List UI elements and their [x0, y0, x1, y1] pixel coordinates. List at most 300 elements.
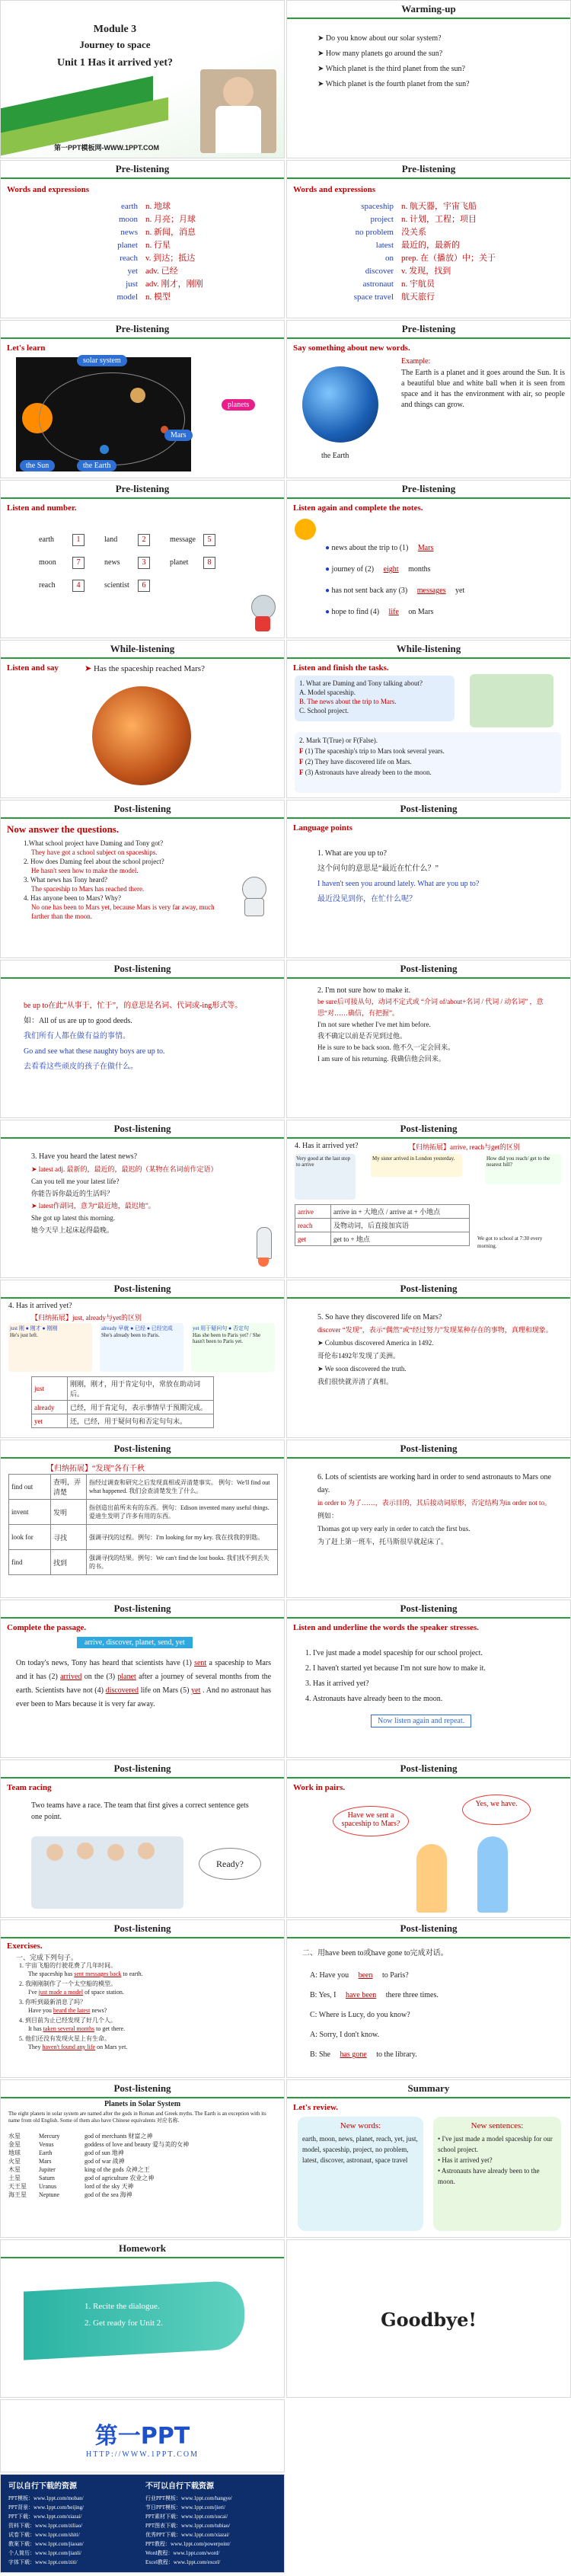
question: 4. Has anyone been to Mars? Why? [24, 894, 122, 902]
word-zh: v. 发现，找到 [401, 267, 451, 276]
slide-title: Post-listening [400, 1603, 458, 1614]
section-heading: Words and expressions [293, 185, 375, 194]
footer-link[interactable]: Excel教程：www.1ppt.com/excel/ [145, 2559, 221, 2565]
example-note: We got to school at 7:30 every morning. [477, 1235, 543, 1249]
word-zh: n. 新闻，消息 [145, 228, 196, 237]
cover-photo-shirt [215, 106, 261, 153]
title-underline [287, 1617, 570, 1619]
title-underline [1, 1297, 284, 1299]
number-item [39, 557, 104, 580]
new-sentences-card: New sentences: • I've just made a model spaceship for our school project. • Has it arrived yet? • Astronauts have already been to the moon. [433, 2117, 561, 2231]
answer: He hasn't seen how to make the model. [31, 867, 139, 874]
slide-summary [286, 2079, 571, 2238]
dialogue-line: B: Yes, I have been there three times. [310, 1991, 439, 1999]
number-box: 7 [72, 557, 85, 569]
table-row [9, 1475, 278, 1500]
title-underline [287, 1937, 570, 1938]
homework-items: 1. Recite the dialogue. 2. Get ready for Unit 2. [85, 2302, 163, 2328]
number-item [170, 534, 235, 557]
answer: The spaceship to Mars has reached there. [31, 885, 145, 893]
number-box: 3 [138, 557, 150, 569]
section-heading: Listen and number. [7, 503, 77, 513]
passage-text: On today's news, Tony has heard that scientists have (1) sent a spaceship to Mars and it has (2) arrived on the (3) planet after a journey of several months from the earth. Scientists have not (4) discovered life on Mars (5) yet . And no astronaut has ever been to Mars because it is very far away. [16, 1659, 272, 1708]
point-content: 3. Have you heard the latest news? ➤ latest adj. 最新的，最近的，最迟的（某物在名词前作定语） Can you tell me your latest life? 你能告诉你最近的生活吗？ ➤ latest作副词，意为“最近地，最迟地”。 She got up latest this morning. 她今天早上起床起得最晚。 [31, 1152, 218, 1234]
table-cell: look for [9, 1525, 51, 1550]
repeat-note: Now listen again and repeat. [371, 1715, 471, 1727]
slide-listen-complete [286, 480, 571, 638]
list-item: ➤ Do you know about our solar system? [317, 34, 442, 43]
title-underline [1, 2257, 284, 2258]
exercise-zh: 3. 你听到最新消息了吗？ [19, 1999, 86, 2006]
answer-blank: taken several months [43, 2025, 95, 2032]
footer-link[interactable]: 教案下载：www.1ppt.com/jiaoan/ [8, 2541, 84, 2547]
word-zh: v. 到达；抵达 [145, 254, 196, 263]
word-row [77, 252, 203, 265]
slide-solar [0, 2079, 285, 2238]
planet-row: 天王星 Uranus lord of the sky 天神 [8, 2183, 134, 2190]
number-grid [39, 534, 237, 602]
number-box: 5 [203, 534, 215, 546]
slide-listen-number [0, 480, 285, 638]
word-en: astronaut [362, 280, 394, 289]
slide-title: Post-listening [113, 1283, 171, 1294]
slide-title: Pre-listening [401, 483, 456, 494]
section-heading: Team racing [7, 1783, 52, 1792]
label-planets: planets [222, 397, 255, 411]
number-word: earth [39, 535, 54, 544]
slide-cover [0, 0, 285, 158]
point-content: 5. So have they discovered life on Mars? discover “发现”，表示“偶然”或“经过努力”发现某种存在的事物，真理和现象。 ➤ Columbus discovered America in 1492. 哥伦布1492年发现了美洲。 ➤ We soon discovered the truth. 我们很快就弄清了真相。 [317, 1313, 553, 1385]
word-zh: prep. 在（播放）中；关于 [401, 254, 496, 263]
exercise-en: It has taken several months to get there. [28, 2025, 126, 2032]
word-en: just [126, 280, 138, 289]
table-row [295, 1205, 470, 1219]
footer-link[interactable]: PPT下载：www.1ppt.com/xiazai/ [8, 2514, 82, 2520]
boys-illustration [470, 674, 553, 727]
word-zh: n. 模型 [145, 292, 171, 302]
note-item: ● news about the trip to (1) Mars [325, 538, 464, 559]
table-row [295, 1232, 470, 1246]
table-cell: already [32, 1401, 68, 1414]
planet-list [8, 2132, 279, 2199]
slide-title: Post-listening [400, 1123, 458, 1134]
word-row [77, 226, 203, 239]
question: ➤ Has the spaceship reached Mars? [85, 664, 205, 673]
word-row [77, 213, 203, 226]
word-zh: n. 月亮；月球 [145, 215, 196, 224]
answer-blank: haven't found any life [42, 2044, 96, 2050]
title-underline [1, 177, 284, 179]
number-item [104, 580, 170, 602]
table-cell: find [9, 1550, 51, 1575]
title-underline [1, 1937, 284, 1938]
table-cell: find out [9, 1475, 51, 1500]
title-underline [287, 1297, 570, 1299]
word-row [333, 200, 496, 213]
find-table [8, 1474, 278, 1575]
exercise-zh: 4. 到目前为止已经发现了好几个人。 [19, 2017, 116, 2024]
slide-title: Post-listening [400, 1443, 458, 1454]
comparison-table [31, 1376, 214, 1428]
number-word: message [170, 535, 196, 544]
label-solar-system: solar system [77, 353, 127, 366]
point-content: 1. What are you up to? 这个问句的意思是“最近在忙什么？” I haven't seen you around lately. What are you up to? 最近没见到你，在忙什么呢？ [317, 849, 480, 903]
slide-language-4 [0, 1120, 285, 1278]
word-en: news [120, 228, 138, 237]
cover-subtitle: Journey to space [79, 39, 151, 50]
slide-language-3 [286, 960, 571, 1118]
number-word: land [104, 535, 118, 544]
word-row [77, 265, 203, 278]
earth-icon [100, 445, 109, 454]
summary-label: 【归纳拓展】just, already与yet的区别 [31, 1314, 142, 1322]
cover-module: Module 3 [93, 24, 137, 35]
footer-link[interactable]: PPT教程：www.1ppt.com/powerpoint/ [145, 2541, 231, 2547]
word-row [333, 226, 496, 239]
slide-title: Post-listening [113, 1443, 171, 1454]
illustrations-row [8, 1323, 275, 1372]
section-heading: Let's review. [293, 2103, 339, 2112]
answer: No one has been to Mars yet, because Mars is very far away, much farther than the moon. [31, 903, 215, 920]
title-underline [287, 817, 570, 819]
solar-intro: The eight planets in solar system are named after the gods in Roman and Greek myths. The Earth is an exception with its name from old English. Some of them also have Chinese equivalents 对应名称. [8, 2111, 266, 2124]
slide-warmup [286, 0, 571, 158]
title-underline [1, 817, 284, 819]
title-underline [287, 497, 570, 499]
footer-link[interactable]: 资料下载：www.1ppt.com/ziliao/ [8, 2523, 83, 2529]
slide-footer-logo [0, 2399, 285, 2472]
number-box: 8 [203, 557, 215, 569]
notes-list [325, 538, 464, 623]
planet-row: 土星 Saturn god of agriculture 农业之神 [8, 2175, 155, 2181]
slide-title: Post-listening [400, 1763, 458, 1774]
number-word: reach [39, 581, 56, 590]
title-underline [287, 1137, 570, 1139]
solar-heading: Planets in Solar System [104, 2100, 181, 2108]
table-cell: 找到 [51, 1550, 87, 1575]
footer-link[interactable]: 个人简历：www.1ppt.com/jianli/ [8, 2550, 81, 2556]
number-word: planet [170, 558, 189, 567]
footer-link[interactable]: 行业PPT模板：www.1ppt.com/hangye/ [145, 2495, 232, 2501]
section-heading: Listen and finish the tasks. [293, 663, 389, 673]
table-cell: 强调寻找的过程。例句：I'm looking for my key. 我在找我的钥匙。 [87, 1525, 278, 1550]
footer-link[interactable]: PPT背景：www.1ppt.com/beijing/ [8, 2504, 85, 2510]
table-row [32, 1377, 214, 1401]
answer-blank: life [388, 608, 399, 616]
exercise-en: The spaceship has sent messages back to earth. [28, 1970, 143, 1977]
list-item: ➤ Which planet is the fourth planet from the sun? [317, 80, 470, 88]
section-heading: Say something about new words. [293, 344, 410, 353]
exercise-zh: 5. 他们还没有发现火星上有生命。 [19, 2035, 110, 2042]
number-box: 6 [138, 580, 150, 592]
table-cell: arrive [295, 1205, 331, 1219]
answer-blank: Mars [417, 544, 434, 552]
answer-blank: discovered [105, 1686, 139, 1695]
dialogue-list [310, 1966, 561, 2065]
footer-link[interactable]: PPT素材下载：www.1ppt.com/sucai/ [145, 2514, 228, 2520]
slide-title: While-listening [110, 643, 175, 654]
number-item [39, 534, 104, 557]
word-row [333, 291, 496, 304]
slide-title: Pre-listening [115, 483, 170, 494]
number-item [39, 580, 104, 602]
footer-logo[interactable]: 第一PPT [94, 2423, 190, 2450]
answer-blank: eight [383, 565, 399, 574]
table-cell: 刚刚，刚才，用于肯定句中，常放在助动词后。 [68, 1377, 214, 1401]
title-underline [1, 497, 284, 499]
number-word: scientist [104, 581, 129, 590]
cover-photo [200, 69, 276, 153]
slide-listen-finish [286, 640, 571, 798]
word-zh: adv. 已经 [145, 267, 178, 276]
orbit-icon [39, 372, 185, 465]
number-item [104, 534, 170, 557]
word-zh: n. 航天器，宇宙飞船 [401, 202, 477, 211]
section-heading: Exercises. [7, 1942, 43, 1951]
question: 3. What news has Tony heard? [24, 876, 108, 884]
illustration-already: already 早就 ● 已经 ● 已经完成 She's already been to Paris. [100, 1323, 183, 1372]
word-list [77, 200, 203, 304]
planet-row: 海王星 Neptune god of the sea 海神 [8, 2191, 132, 2198]
answer-blank: have been [345, 1991, 377, 1999]
table-cell: 发明 [51, 1500, 87, 1525]
slide-exercises [0, 1919, 285, 2078]
dialogue-line: A: Have you been to Paris? [310, 1971, 409, 1980]
word-box: arrive, discover, planet, send, yet [77, 1637, 193, 1648]
table-row [32, 1414, 214, 1428]
slide-language-1 [286, 800, 571, 958]
slide-homework [0, 2239, 285, 2398]
section-heading: Complete the passage. [7, 1623, 87, 1632]
title-underline [287, 977, 570, 979]
slide-title: Post-listening [113, 1763, 171, 1774]
word-zh: n. 计划，工程；项目 [401, 215, 477, 224]
number-box: 2 [138, 534, 150, 546]
speech-bubble-1: Have we sent a spaceship to Mars? [333, 1806, 409, 1836]
comparison-table [295, 1204, 470, 1246]
word-row [77, 239, 203, 252]
title-underline [287, 1777, 570, 1779]
slide-language-8 [286, 1440, 571, 1598]
ready-bubble: Ready? [199, 1848, 261, 1880]
table-cell: get to + 地点 [331, 1232, 470, 1246]
note-item: ● hope to find (4) life on Mars [325, 608, 434, 616]
table-row [295, 1219, 470, 1232]
slide-answer-questions [0, 800, 285, 958]
table-row [32, 1401, 214, 1414]
illustration-just: just 刚 ● 刚才 ● 刚刚 He's just left. [8, 1323, 92, 1372]
planet-icon [130, 388, 145, 403]
word-row [77, 278, 203, 291]
earth-caption: the Earth [321, 452, 349, 460]
planet-row: 火星 Mars god of war 战神 [8, 2158, 125, 2165]
word-row [77, 200, 203, 213]
section-heading: Now answer the questions. [7, 823, 120, 835]
answer-blank: heard the latest [53, 2007, 91, 2014]
slide-language-6 [0, 1280, 285, 1438]
point-heading: 4. Has it arrived yet? [295, 1142, 359, 1150]
word-en: discover [365, 267, 394, 276]
word-row [333, 252, 496, 265]
word-en: moon [118, 215, 138, 224]
planet-row: 木星 Jupiter king of the gods 众神之王 [8, 2166, 150, 2173]
slide-team-racing [0, 1759, 285, 1918]
number-item [170, 557, 235, 580]
slide-language-5 [286, 1120, 571, 1278]
section-heading: Let's learn [7, 344, 46, 353]
solar-system-image [16, 357, 191, 471]
answer-blank: yet [191, 1686, 201, 1695]
word-zh: n. 行星 [145, 241, 171, 250]
word-zh: adv. 刚才，刚刚 [145, 280, 203, 289]
footer-link[interactable]: Word教程：www.1ppt.com/word/ [145, 2550, 220, 2556]
table-cell: 指经过调查和研究之后发现真相或弄清楚事实。 例句：We'll find out what happened. 我们会查清楚发生了什么。 [87, 1475, 278, 1500]
question: 1.What school project have Daming and Tony got? [24, 839, 164, 847]
answer-blank: arrived [60, 1673, 82, 1681]
word-en: project [370, 215, 394, 224]
answer-blank: has gone [340, 2050, 367, 2059]
table-cell: yet [32, 1414, 68, 1428]
section-heading: Listen and say [7, 663, 59, 673]
stress-lines: 1. I've just made a model spaceship for our school project. 2. I haven't started yet because I'm not sure how to make it. 3. Has it arrived yet? 4. Astronauts have already been to the moon. [305, 1649, 486, 1703]
boy-illustration [477, 1836, 508, 1913]
cover-unit: Unit 1 Has it arrived yet? [56, 57, 174, 69]
word-list [333, 200, 496, 304]
slide-title: While-listening [396, 643, 461, 654]
title-underline [1, 1777, 284, 1779]
table-cell: 已经，用于肯定句，表示事情早于预期完成。 [68, 1401, 214, 1414]
table-row [9, 1500, 278, 1525]
answer-blank: just made a model [38, 1989, 84, 1996]
table-cell: 查明，弄清楚 [51, 1475, 87, 1500]
title-underline [1, 1137, 284, 1139]
exercise-en: I've just made a model of space station. [28, 1989, 124, 1996]
table-cell: 指创造出前所未有的东西。例句：Edison invented many useful things. 爱迪生发明了许多有用的东西。 [87, 1500, 278, 1525]
word-row [77, 291, 203, 304]
table-row [9, 1525, 278, 1550]
word-row [333, 265, 496, 278]
table-cell: 还，已经，用于疑问句和否定句句末。 [68, 1414, 214, 1428]
note-item: ● has not sent back any (3) messages yet [325, 586, 465, 595]
title-underline [287, 18, 570, 19]
slide-title: Post-listening [400, 1283, 458, 1294]
slide-title: Warming-up [401, 3, 456, 14]
instructions: Two teams have a race. The team that first gives a correct sentence gets one point. [31, 1801, 249, 1821]
title-underline [287, 337, 570, 339]
slide-stress [286, 1600, 571, 1758]
slide-exercises-2 [286, 1919, 571, 2078]
slide-title: Post-listening [113, 2082, 171, 2094]
table-cell: get [295, 1232, 331, 1246]
table-cell: just [32, 1377, 68, 1401]
title-underline [1, 1457, 284, 1459]
slide-goodbye [286, 2239, 571, 2398]
word-zh: 最近的，最新的 [401, 241, 460, 250]
table-cell: arrive in + 大地点 / arrive at + 小地点 [331, 1205, 470, 1219]
illustration-center: My sister arrived in London yesterday. [371, 1154, 462, 1177]
slide-language-2 [0, 960, 285, 1118]
title-underline [1, 657, 284, 659]
footer-link[interactable]: 优秀PPT下载：www.1ppt.com/xiazai/ [145, 2532, 230, 2538]
exercise-list [19, 1961, 278, 2053]
task-2-box: 2. Mark T(True) or F(False). F (1) The spaceship's trip to Mars took several years. F (2) They have discovered life on Mars. F (3) Astronauts have already been to the moon. [295, 732, 561, 793]
section-heading: Language points [293, 823, 352, 833]
girl-illustration [416, 1844, 447, 1913]
slide-title: Pre-listening [115, 163, 170, 174]
footer-link[interactable]: PPT图表下载：www.1ppt.com/tubiao/ [145, 2523, 231, 2529]
table-cell: 寻找 [51, 1525, 87, 1550]
slide-title: Post-listening [400, 963, 458, 974]
speech-bubble-2: Yes, we have. [462, 1795, 531, 1825]
dialogue-line: B: She has gone to the library. [310, 2050, 417, 2059]
cover-text [56, 24, 174, 69]
footer-url[interactable]: HTTP://WWW.1PPT.COM [85, 2450, 199, 2459]
number-box: 1 [72, 534, 85, 546]
goodbye-text: Goodbye! [381, 2309, 477, 2331]
title-underline [287, 177, 570, 179]
qa-list [24, 839, 229, 921]
section-heading: Listen again and complete the notes. [293, 503, 423, 513]
answer: They have got a school subject on spaceships. [31, 849, 158, 856]
kids-photo [31, 1836, 183, 1909]
task-1-box: 1. What are Daming and Tony talking about? A. Model spaceship. B. The news about the trip to Mars. C. School project. [295, 676, 455, 721]
table-cell: 及物动词，后直接加宾语 [331, 1219, 470, 1232]
word-en: on [385, 254, 394, 263]
word-row [333, 278, 496, 291]
label-mars: Mars [164, 427, 193, 441]
title-underline [287, 1457, 570, 1459]
summary-label: 【归纳拓展】arrive, reach与get的区别 [409, 1143, 520, 1151]
word-en: spaceship [361, 202, 394, 211]
point-content: be up to在此“从事于，忙于”，的意思是名词、代词或-ing形式等。 如：All of us are up to good deeds. 我们所有人都在做有益的事情。 Go and see what these naughty boys are up to. 去看看这些顽皮的孩子在做什么。 [24, 1002, 243, 1071]
note-item: ● journey of (2) eight months [325, 565, 431, 574]
slide-title: Summary [407, 2082, 450, 2094]
slide-title: Post-listening [113, 1603, 171, 1614]
label-sun: the Sun [20, 458, 55, 471]
point-content: 6. Lots of scientists are working hard in order to send astronauts to Mars one day. in order to 为了……，表示目的，其后接动词原形，否定结构为in order not to。 例如： Thomas got up very early in order to catch the first bus. 为了赶上第一班车，托马斯很早就起床了。 [317, 1473, 551, 1545]
title-underline [1, 337, 284, 339]
slide-title: Pre-listening [401, 163, 456, 174]
word-row [333, 239, 496, 252]
slide-language-table [0, 1440, 285, 1598]
footer-link[interactable]: PPT模板：www.1ppt.com/moban/ [8, 2495, 84, 2501]
word-en: yet [127, 267, 138, 276]
table-cell: reach [295, 1219, 331, 1232]
exercise-en: They haven't found any life on Mars yet. [28, 2044, 128, 2050]
exercise-zh: 2. 我刚刚制作了一个太空船的模型。 [19, 1980, 116, 1987]
cover-banner[interactable]: 第一PPT模板网-WWW.1PPT.COM [54, 144, 159, 152]
footer-link[interactable]: 试卷下载：www.1ppt.com/shiti/ [8, 2532, 80, 2538]
question: 2. How does Daming feel about the school project? [24, 858, 164, 865]
slide-title: Post-listening [113, 1922, 171, 1934]
list-item: ➤ Which planet is the third planet from the sun? [317, 65, 465, 73]
footer-link[interactable]: 字体下载：www.1ppt.com/ziti/ [8, 2559, 78, 2565]
footer-link[interactable]: 节日PPT模板：www.1ppt.com/jieri/ [145, 2504, 225, 2510]
slide-title: Pre-listening [115, 323, 170, 334]
table-cell: invent [9, 1500, 51, 1525]
word-en: space travel [353, 292, 394, 302]
earth-globe-icon [302, 366, 378, 443]
dialogue-line: A: Sorry, I don't know. [310, 2031, 380, 2039]
answer-blank: planet [117, 1673, 136, 1681]
slide-listen-say [0, 640, 285, 798]
slide-words-2 [286, 160, 571, 318]
word-en: earth [121, 202, 138, 211]
word-en: no problem [355, 228, 394, 237]
astronaut-icon [238, 877, 269, 915]
slide-words-1 [0, 160, 285, 318]
section-heading: Words and expressions [7, 185, 89, 194]
